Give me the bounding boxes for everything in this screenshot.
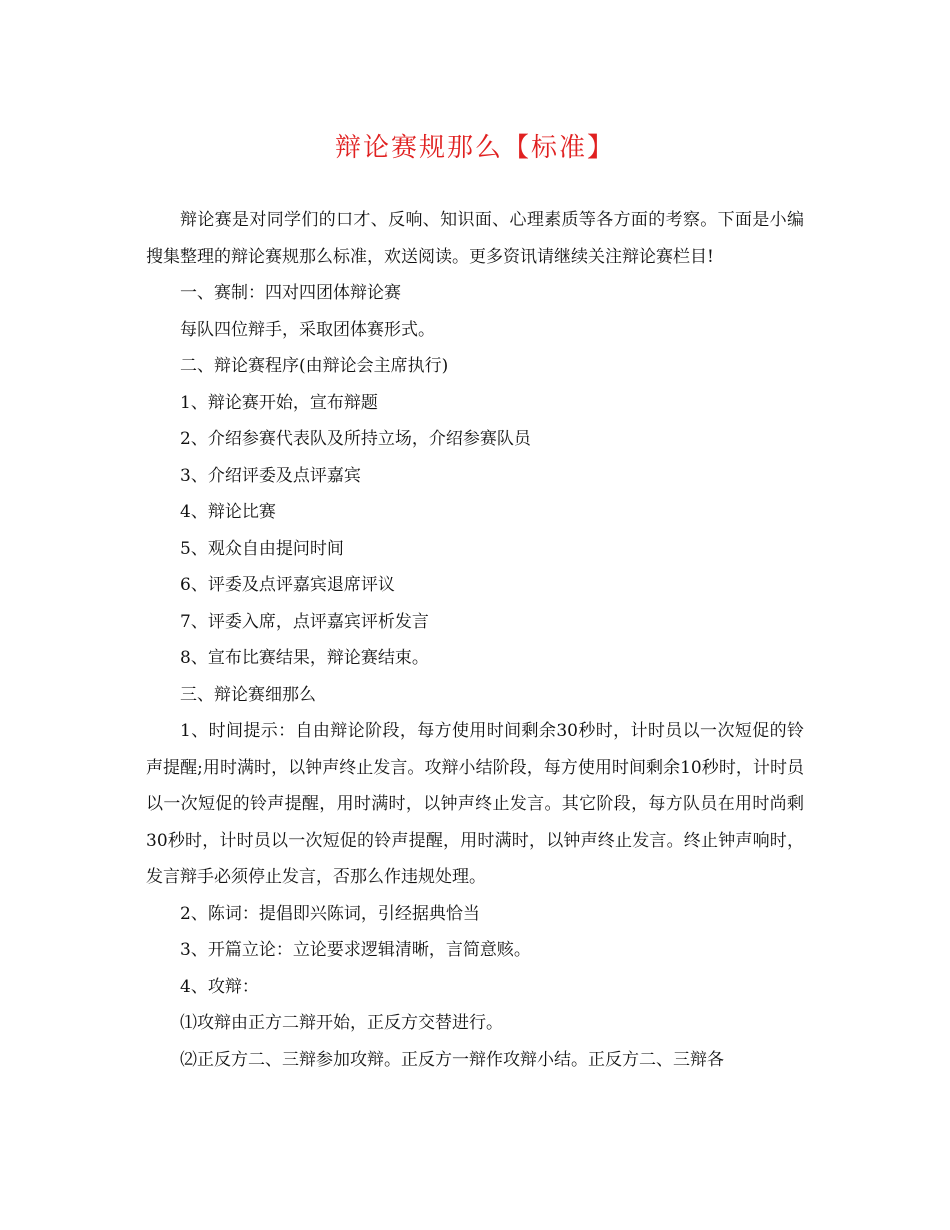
rule-paragraph: 4、攻辩： [180,976,259,997]
procedure-step: 6、评委及点评嘉宾退席评议 [180,575,395,595]
procedure-step: 4、辩论比赛 [180,502,276,522]
section-heading-rules: 三、辩论赛细那么 [180,684,316,705]
paragraph: 每队四位辩手，采取团体赛形式。 [180,319,435,340]
procedure-step: 2、介绍参赛代表队及所持立场，介绍参赛队员 [180,429,531,449]
procedure-step: 1、辩论赛开始，宣布辩题 [180,392,378,413]
intro-paragraph: 辩论赛是对同学们的口才、反响、知识面、心理素质等各方面的考察。下面是小编搜集整理的辩论赛规那么标准，欢送阅读。更多资讯请继续关注辩论赛栏目! [146,210,804,267]
document-title: 辩论赛规那么【标准】 [334,133,615,163]
procedure-step: 3、介绍评委及点评嘉宾 [180,465,361,486]
section-heading-format: 一、赛制：四对四团体辩论赛 [180,283,401,303]
rule-paragraph: 1、时间提示：自由辩论阶段，每方使用时间剩余30秒时，计时员以一次短促的铃声提醒;用时满时，以钟声终止发言。攻辩小结阶段，每方使用时间剩余10秒时，计时员以一次短促的铃声提醒，用时满时，以钟声终止发言。其它阶段，每方队员在用时尚剩30秒时，计时员以一次短促的铃声提醒，用时满时，以钟声终止发言。终止钟声响时，发言辩手必须停止发言，否那么作违规处理。 [146,721,804,887]
document-body [146,202,804,1078]
section-heading-procedure: 二、辩论赛程序(由辩论会主席执行) [180,356,449,376]
rule-subitem: ⑵正反方二、三辩参加攻辩。正反方一辩作攻辩小结。正反方二、三辩各 [180,1049,724,1070]
rule-paragraph: 2、陈词：提倡即兴陈词，引经据典恰当 [180,903,480,924]
rule-paragraph: 3、开篇立论：立论要求逻辑清晰，言简意赅。 [180,940,531,960]
procedure-step: 7、评委入席，点评嘉宾评析发言 [180,611,429,632]
procedure-step: 5、观众自由提问时间 [180,538,344,559]
procedure-step: 8、宣布比赛结果，辩论赛结束。 [180,648,429,668]
rule-subitem: ⑴攻辩由正方二辩开始，正反方交替进行。 [180,1013,503,1033]
